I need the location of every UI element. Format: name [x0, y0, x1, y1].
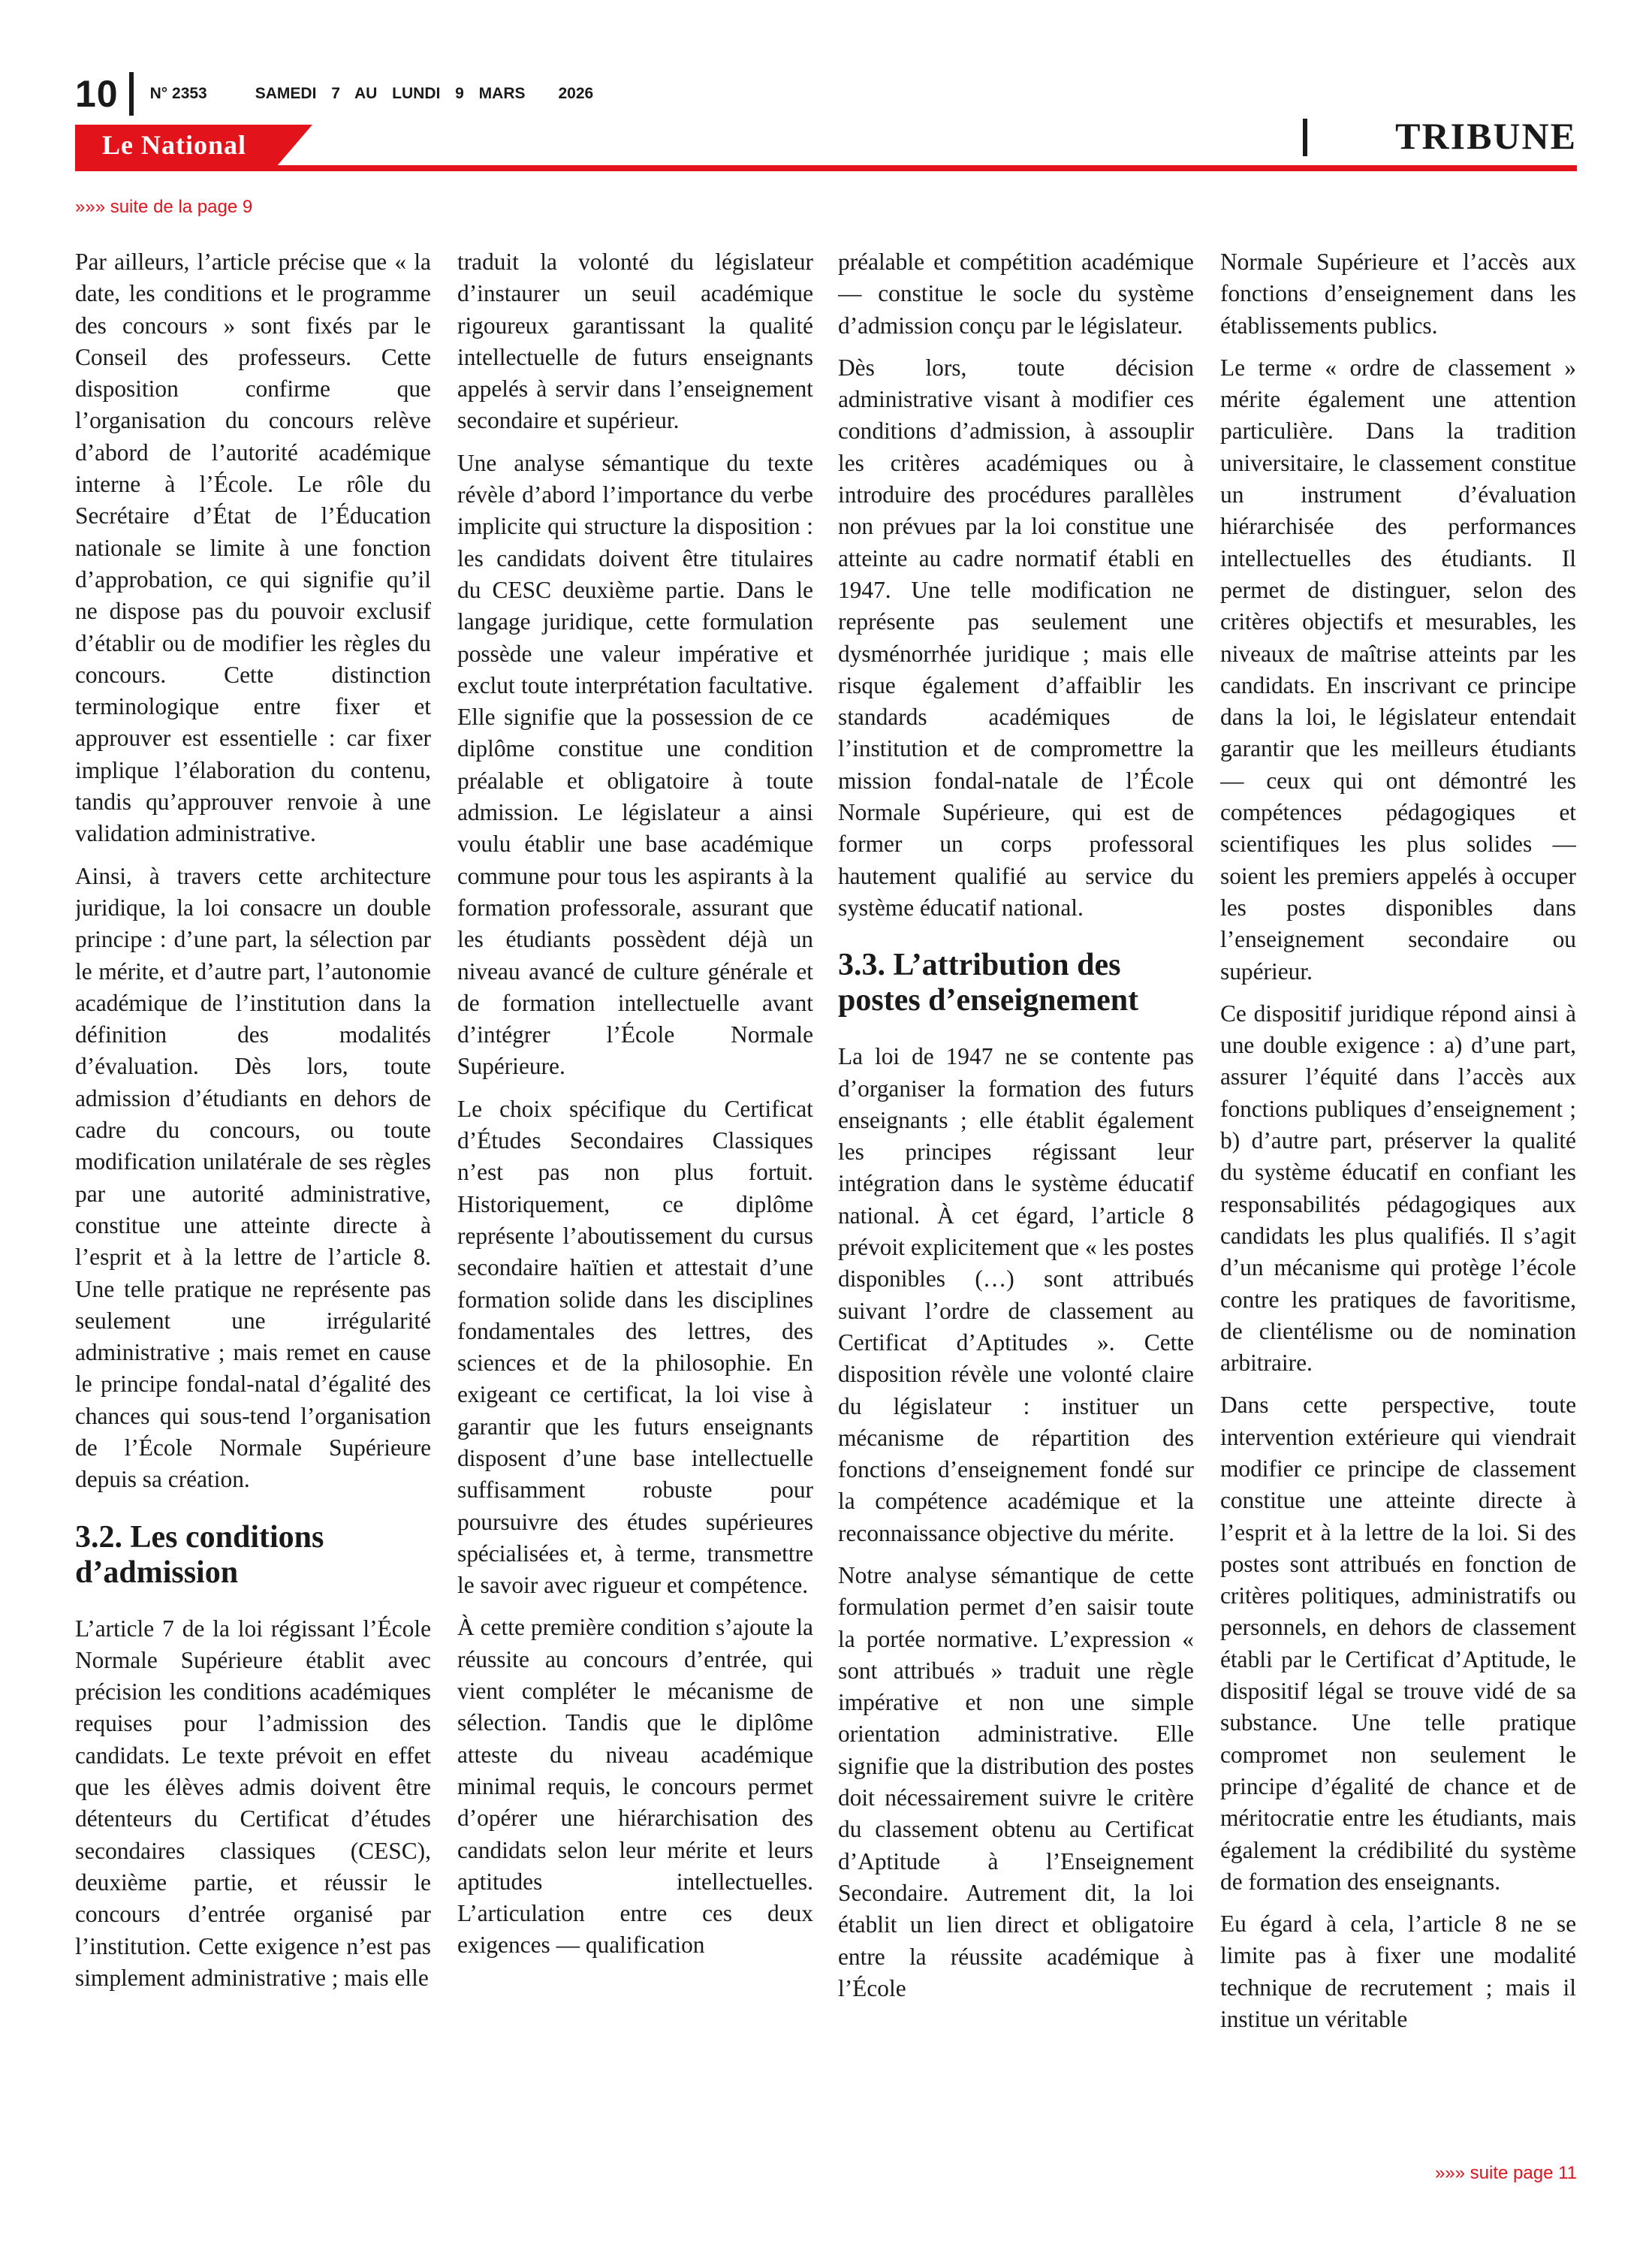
- paragraph: L’article 7 de la loi régissant l’École Normale Supérieure établit avec précision les conditions académiques requises pour l’admission des candidats. Le texte prévoit en effet que les élèves admis doivent être détenteurs du Certificat d’études secondaires classiques (CESC), deuxième partie, et réussir le concours d’entrée organisé par l’institution. Cette exigence n’est pas simplement administrative ; mais elle: [75, 1615, 431, 1991]
- continued-from: »»» suite de la page 9: [75, 197, 253, 217]
- paragraph: préalable et compétition académique — constitue le socle du système d’admission conçu par le législateur.: [838, 249, 1194, 339]
- paragraph: traduit la volonté du législateur d’instaurer un seuil académique rigoureux garantissant la qualité intellectuelle de futurs enseignants appelés à servir dans l’enseignement secondaire et supérieur.: [457, 249, 813, 434]
- paragraph: Le terme « ordre de classement » mérite également une attention particulière. Dans la tradition universitaire, le classement constitue un instrument d’évaluation hiérarchisée des performances intellectuelles des étudiants. Il permet de distinguer, selon des critères objectifs et mesurables, les niveaux de maîtrise atteints par les candidats. En inscrivant ce principe dans la loi, le législateur entendait garantir que les meilleurs étudiants — ceux qui ont démontré les compétences pédagogiques et scientifiques les plus solides — soient les premiers appelés à occuper les postes disponibles dans l’enseignement secondaire ou supérieur.: [1220, 354, 1576, 985]
- section-heading: 3.2. Les conditions d’admission: [75, 1519, 324, 1590]
- paragraph: Le choix spécifique du Certificat d’Études Secondaires Classiques n’est pas non plus fortuit. Historiquement, ce diplôme représente l’aboutissement du cursus secondaire haïtien et attestait d’une formation solide dans les disciplines fondamentales des lettres, des sciences et de la philosophie. En exigeant ce certificat, la loi vise à garantir que les futurs enseignants disposent d’une base intellectuelle suffisamment robuste pour poursuivre des études supérieures spécialisées et, à terme, transmettre le savoir avec rigueur et compétence.: [457, 1095, 813, 1599]
- section-heading: 3.3. L’attribution des postes d’enseignement: [838, 948, 1139, 1018]
- issue-date: SAMEDI 7 AU LUNDI 9 MARS: [255, 85, 526, 102]
- article-column-4: [1220, 246, 1576, 2158]
- paragraph: Ainsi, à travers cette architecture juridique, la loi consacre un double principe : d’une part, la sélection par le mérite, et d’autre part, l’autonomie académique de l’institution dans la définition des modalités d’évaluation. Dès lors, toute admission d’étudiants en dehors de cadre du concours, ou toute modification unilatérale de ses règles par une autorité administrative, constitue une atteinte directe à l’esprit et à la lettre de l’article 8. Une telle pratique ne représente pas seulement une irrégularité administrative ; mais remet en cause le principe fondal-natal d’égalité des chances qui sous-tend l’organisation de l’École Normale Supérieure depuis sa création.: [75, 862, 431, 1493]
- section-divider: [1303, 119, 1307, 156]
- paragraph: Normale Supérieure et l’accès aux fonctions d’enseignement dans les établissements publics.: [1220, 249, 1576, 339]
- article-column-2: [457, 246, 813, 2158]
- continued-to: »»» suite page 11: [1434, 2163, 1577, 2183]
- issue-year: 2026: [558, 85, 594, 102]
- paragraph: Ce dispositif juridique répond ainsi à une double exigence : a) d’une part, assurer l’équité dans l’accès aux fonctions publiques d’enseignement ; b) d’autre part, préserver la qualité du système éducatif en confiant les responsabilités pédagogiques aux candidats les plus qualifiés. Il s’agit d’un mécanisme qui protège l’école contre les pratiques de favoritisme, de clientélisme ou de nomination arbitraire.: [1220, 1000, 1576, 1377]
- newspaper-logo: Le National: [102, 130, 247, 160]
- paragraph: À cette première condition s’ajoute la réussite au concours d’entrée, qui vient compléter le mécanisme de sélection. Tandis que le diplôme atteste du niveau académique minimal requis, le concours permet d’opérer une hiérarchisation des candidats selon leur mérite et leurs aptitudes intellectuelles. L’articulation entre ces deux exigences — qualification: [457, 1614, 813, 1959]
- article-column-3: [838, 246, 1194, 2158]
- issue-number: N° 2353: [149, 85, 207, 102]
- page-number: 10: [75, 73, 119, 115]
- header-rule: [75, 165, 1577, 171]
- paragraph: Par ailleurs, l’article précise que « la date, les conditions et le programme des concours » sont fixés par le Conseil des professeurs. Cette disposition confirme que l’organisation du concours relève d’abord de l’autorité académique interne à l’École. Le rôle du Secrétaire d’État de l’Éducation nationale se limite à une fonction d’approbation, ce qui signifie qu’il ne dispose pas du pouvoir exclusif d’établir ou de modifier les règles du concours. Cette distinction terminologique entre fixer et approuver est essentielle : car fixer implique l’élaboration du contenu, tandis qu’approuver renvoie à une validation administrative.: [75, 249, 431, 847]
- paragraph: Une analyse sémantique du texte révèle d’abord l’importance du verbe implicite qui structure la disposition : les candidats doivent être titulaires du CESC deuxième partie. Dans le langage juridique, cette formulation possède une valeur impérative et exclut toute interprétation facultative. Elle signifie que la possession de ce diplôme constitue une condition préalable et obligatoire à toute admission. Le législateur a ainsi voulu établir une base académique commune pour tous les aspirants à la formation professorale, assurant que les étudiants possèdent déjà un niveau avancé de culture générale et de formation intellectuelle avant d’intégrer l’École Normale Supérieure.: [457, 449, 813, 1080]
- section-title: TRIBUNE: [1395, 115, 1577, 157]
- header-divider: [129, 72, 134, 116]
- paragraph: Notre analyse sémantique de cette formulation permet d’en saisir toute la portée normative. L’expression « sont attribués » traduit une règle impérative et non une simple orientation administrative. Elle signifie que la distribution des postes doit nécessairement suivre le critère du classement obtenu au Certificat d’Aptitude à l’Enseignement Secondaire. Autrement dit, la loi établit un lien direct et obligatoire entre la réussite académique à l’École: [838, 1561, 1194, 2001]
- article-column-1: [75, 246, 431, 2158]
- paragraph: Dans cette perspective, toute intervention extérieure qui viendrait modifier ce principe de classement constitue une atteinte directe à l’esprit et à la lettre de la loi. Si des postes sont attribués en fonction de critères politiques, administratifs ou personnels, en dehors de classement établi par le Certificat d’Aptitude, le dispositif légal se trouve vidé de sa substance. Une telle pratique compromet non seulement le principe d’égalité de chance et de méritocratie entre les étudiants, mais également la crédibilité du système de formation des enseignants.: [1220, 1392, 1576, 1895]
- paragraph: La loi de 1947 ne se contente pas d’organiser la formation des futurs enseignants ; elle établit également les principes régissant leur intégration dans le système éducatif national. À cet égard, l’article 8 prévoit explicitement que « les postes disponibles (…) sont attribués suivant l’ordre de classement au Certificat d’Aptitudes ». Cette disposition révèle une volonté claire du législateur : instituer un mécanisme de répartition des fonctions d’enseignement fondé sur la compétence académique et la reconnaissance objective du mérite.: [838, 1043, 1194, 1546]
- page-header: [75, 68, 593, 120]
- paragraph: Dès lors, toute décision administrative visant à modifier ces conditions d’admission, à assouplir les critères académiques ou à introduire des procédures parallèles non prévues par la loi constitue une atteinte au cadre normatif établi en 1947. Une telle modification ne représente pas seulement une dysménorrhée juridique ; mais elle risque également d’affaiblir les standards académiques de l’institution et de compromettre la mission fondal-natale de l’École Normale Supérieure, qui est de former un corps professoral hautement qualifié au service du système éducatif national.: [838, 354, 1194, 921]
- paragraph: Eu égard à cela, l’article 8 ne se limite pas à fixer une modalité technique de recrutement ; mais il institue un véritable: [1220, 1911, 1576, 2033]
